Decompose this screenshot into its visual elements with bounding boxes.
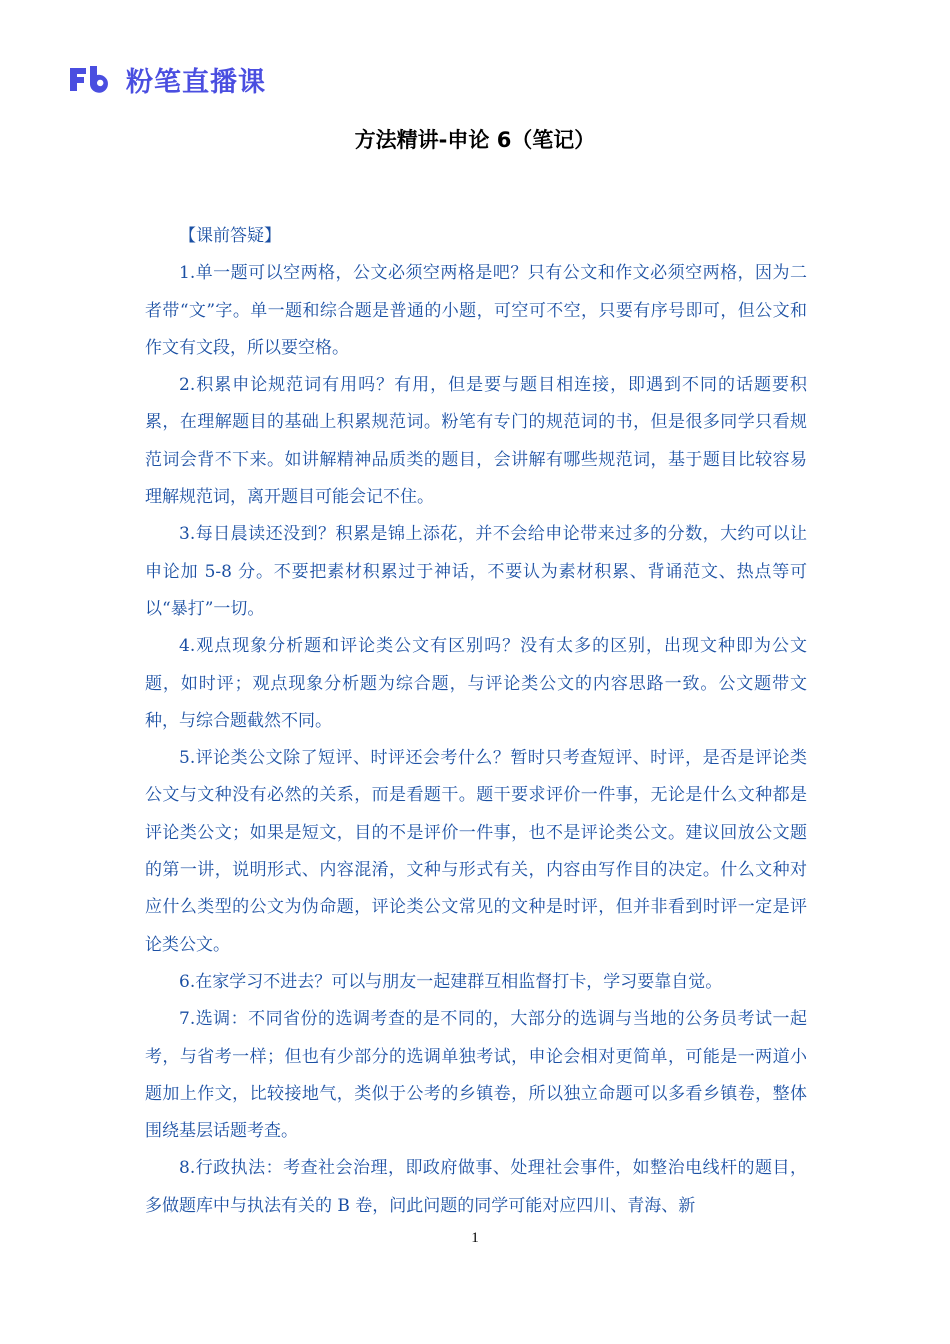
paragraph: 3.每日晨读还没到？积累是锦上添花，并不会给申论带来过多的分数，大约可以让申论加 5-8 分。不要把素材积累过于神话，不要认为素材积累、背诵范文、热点等可以“暴打”一切。 — [145, 524, 807, 619]
paragraph: 7.选调：不同省份的选调考查的是不同的，大部分的选调与当地的公务员考试一起考，与省考一样；但也有少部分的选调单独考试，申论会相对更简单，可能是一两道小题加上作文，比较接地气，类似于公考的乡镇卷，所以独立命题可以多看乡镇卷，整体围绕基层话题考查。 — [145, 1009, 807, 1142]
paragraph: 1.单一题可以空两格，公文必须空两格是吧？只有公文和作文必须空两格，因为二者带“文”字。单一题和综合题是普通的小题，可空可不空，只要有序号即可，但公文和作文有文段，所以要空格。 — [145, 263, 807, 358]
brand-name: 粉笔直播课 — [126, 66, 266, 98]
paragraph: 2.积累申论规范词有用吗？有用，但是要与题目相连接，即遇到不同的话题要积累，在理解题目的基础上积累规范词。粉笔有专门的规范词的书，但是很多同学只看规范词会背不下来。如讲解精神品质类的题目，会讲解有哪些规范词，基于题目比较容易理解规范词，离开题目可能会记不住。 — [145, 375, 807, 508]
brand-logo — [68, 62, 266, 96]
fb-logo-icon — [68, 64, 118, 94]
page-title: 方法精讲-申论 6（笔记） — [354, 128, 596, 152]
section-heading: 【课前答疑】 — [179, 226, 281, 246]
paragraph: 6.在家学习不进去？可以与朋友一起建群互相监督打卡，学习要靠自觉。 — [179, 971, 723, 992]
paragraph: 4.观点现象分析题和评论类公文有区别吗？没有太多的区别，出现文种即为公文题，如时评；观点现象分析题为综合题，与评论类公文的内容思路一致。公文题带文种，与综合题截然不同。 — [145, 636, 807, 731]
paragraph: 5.评论类公文除了短评、时评还会考什么？暂时只考查短评、时评，是否是评论类公文与文种没有必然的关系，而是看题干。题干要求评价一件事，无论是什么文种都是评论类公文；如果是短文，目的不是评价一件事，也不是评论类公文。建议回放公文题的第一讲，说明形式、内容混淆，文种与形式有关，内容由写作目的决定。什么文种对应什么类型的公文为伪命题，评论类公文常见的文种是时评，但并非看到时评一定是评论类公文。 — [145, 748, 807, 955]
page-number: 1 — [471, 1230, 479, 1246]
paragraph: 8.行政执法：考查社会治理，即政府做事、处理社会事件，如整治电线杆的题目，多做题库中与执法有关的 B 卷，问此问题的同学可能对应四川、青海、新 — [145, 1158, 807, 1216]
document-body — [145, 218, 807, 1225]
